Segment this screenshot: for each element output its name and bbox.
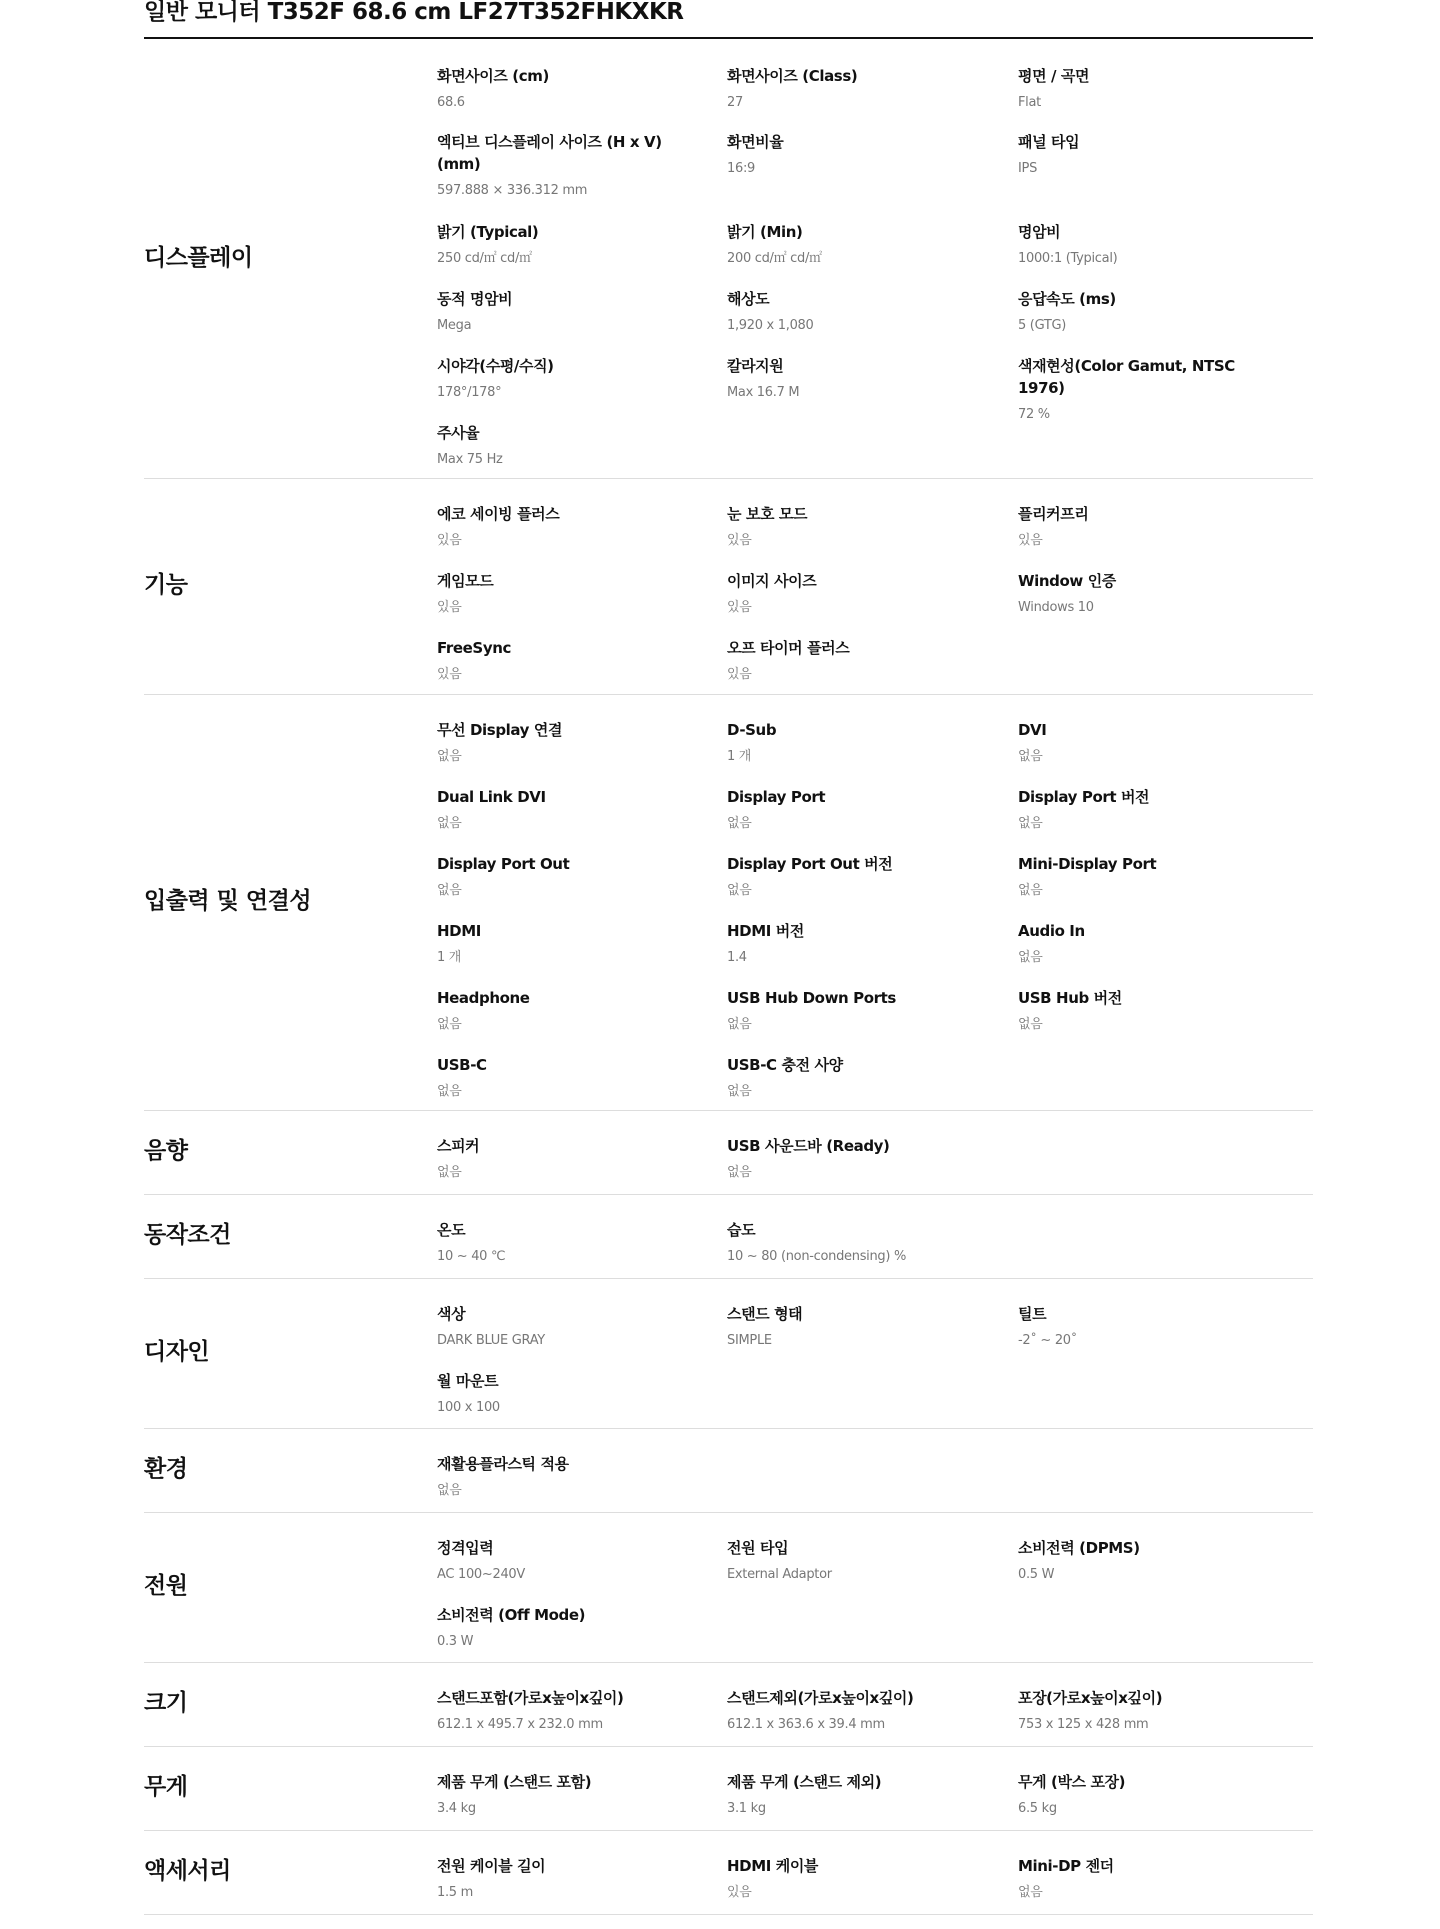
spec-label: 오프 타이머 플러스 <box>727 639 850 657</box>
spec-label: 화면비율 <box>727 133 784 151</box>
spec-value: 없음 <box>727 1084 752 1099</box>
spec-label: Display Port Out <box>437 855 570 873</box>
spec-item <box>727 1771 987 1818</box>
spec-value: 없음 <box>437 749 462 764</box>
spec-value: 없음 <box>437 1165 462 1180</box>
spec-label: Headphone <box>437 989 530 1007</box>
spec-label: D-Sub <box>727 721 777 739</box>
spec-item <box>727 853 987 900</box>
spec-label: 습도 <box>727 1221 756 1239</box>
spec-value: 있음 <box>437 600 462 615</box>
spec-item <box>727 221 987 268</box>
spec-section <box>144 1194 1313 1279</box>
spec-value: 10 ~ 40 ℃ <box>437 1249 506 1264</box>
spec-item <box>727 1303 987 1350</box>
spec-label: 동적 명암비 <box>437 290 513 308</box>
spec-item <box>1018 221 1278 268</box>
spec-value: 597.888 × 336.312 mm <box>437 183 588 198</box>
spec-item <box>437 786 697 833</box>
spec-section <box>144 1278 1313 1429</box>
spec-value: 없음 <box>437 1084 462 1099</box>
spec-label: 화면사이즈 (Class) <box>727 67 858 85</box>
spec-label: 해상도 <box>727 290 770 308</box>
section-title: 전원 <box>144 1573 188 1599</box>
spec-value: DARK BLUE GRAY <box>437 1333 545 1348</box>
spec-label: 제품 무게 (스탠드 포함) <box>437 1773 592 1791</box>
spec-item <box>727 65 987 112</box>
spec-label: Window 인증 <box>1018 572 1116 590</box>
spec-section <box>144 1512 1313 1663</box>
title-divider <box>144 37 1313 39</box>
spec-item <box>1018 1687 1278 1734</box>
spec-item <box>437 131 697 200</box>
spec-label: 무게 (박스 포장) <box>1018 1773 1126 1791</box>
spec-value: -2˚ ~ 20˚ <box>1018 1333 1077 1348</box>
page-title: 일반 모니터 T352F 68.6 cm LF27T352FHKXKR <box>144 0 684 25</box>
section-title: 음향 <box>144 1138 188 1164</box>
spec-label: USB 사운드바 (Ready) <box>727 1137 890 1155</box>
spec-label: 패널 타입 <box>1018 133 1080 151</box>
spec-item <box>1018 570 1278 617</box>
spec-value: 없음 <box>1018 950 1043 965</box>
spec-item <box>437 1604 697 1651</box>
spec-label: 눈 보호 모드 <box>727 505 808 523</box>
spec-item <box>437 1054 697 1101</box>
spec-item <box>437 1370 697 1417</box>
spec-label: 스탠드제외(가로x높이x깊이) <box>727 1689 914 1707</box>
section-title: 디자인 <box>144 1339 210 1365</box>
spec-label: 에코 세이빙 플러스 <box>437 505 560 523</box>
spec-label: 포장(가로x높이x깊이) <box>1018 1689 1163 1707</box>
spec-value: 있음 <box>1018 533 1043 548</box>
spec-label: 소비전력 (DPMS) <box>1018 1539 1140 1557</box>
spec-value: Max 75 Hz <box>437 452 503 467</box>
spec-value: SIMPLE <box>727 1333 772 1348</box>
section-title: 액세서리 <box>144 1858 231 1884</box>
spec-item <box>437 1135 697 1182</box>
spec-value: 68.6 <box>437 95 465 110</box>
spec-label: USB-C <box>437 1056 487 1074</box>
spec-item <box>727 920 987 967</box>
spec-item <box>727 503 987 550</box>
spec-item <box>1018 719 1278 766</box>
spec-label: USB Hub Down Ports <box>727 989 896 1007</box>
spec-label: Audio In <box>1018 922 1085 940</box>
spec-value: 1,920 x 1,080 <box>727 318 814 333</box>
spec-value: 1 개 <box>437 950 462 965</box>
spec-label: 게임모드 <box>437 572 494 590</box>
spec-value: 6.5 kg <box>1018 1801 1057 1816</box>
spec-section <box>144 1110 1313 1195</box>
section-title: 동작조건 <box>144 1222 231 1248</box>
spec-section <box>144 1746 1313 1831</box>
spec-label: 무선 Display 연결 <box>437 721 563 739</box>
spec-item <box>437 920 697 967</box>
spec-label: 온도 <box>437 1221 466 1239</box>
spec-section <box>144 478 1313 695</box>
spec-label: 화면사이즈 (cm) <box>437 67 549 85</box>
spec-value: 없음 <box>1018 883 1043 898</box>
spec-item <box>437 987 697 1034</box>
spec-value: IPS <box>1018 161 1038 176</box>
spec-label: 밝기 (Min) <box>727 223 803 241</box>
spec-item <box>437 637 697 684</box>
spec-label: 색상 <box>437 1305 466 1323</box>
spec-value: 3.1 kg <box>727 1801 766 1816</box>
spec-value: 1.4 <box>727 950 747 965</box>
spec-value: AC 100~240V <box>437 1567 525 1582</box>
section-title: 무게 <box>144 1774 188 1800</box>
spec-value: 27 <box>727 95 743 110</box>
spec-label: 정격입력 <box>437 1539 494 1557</box>
spec-value: 612.1 x 363.6 x 39.4 mm <box>727 1717 885 1732</box>
spec-label: 이미지 사이즈 <box>727 572 817 590</box>
spec-item <box>1018 65 1278 112</box>
spec-value: 있음 <box>727 1885 752 1900</box>
spec-value: 1000:1 (Typical) <box>1018 251 1118 266</box>
spec-value: 없음 <box>437 1017 462 1032</box>
spec-item <box>727 1054 987 1101</box>
spec-label: 스탠드포함(가로x높이x깊이) <box>437 1689 624 1707</box>
spec-value: 1.5 m <box>437 1885 473 1900</box>
spec-item <box>1018 131 1278 178</box>
spec-item <box>437 1855 697 1902</box>
spec-item <box>437 1303 697 1350</box>
spec-value: 없음 <box>437 816 462 831</box>
spec-value: 있음 <box>437 533 462 548</box>
spec-item <box>437 503 697 550</box>
spec-item <box>1018 1771 1278 1818</box>
spec-value: External Adaptor <box>727 1567 832 1582</box>
spec-value: 10 ~ 80 (non-condensing) % <box>727 1249 907 1264</box>
spec-item <box>727 1855 987 1902</box>
spec-item <box>727 1687 987 1734</box>
spec-item <box>437 1687 697 1734</box>
spec-label: 색재현성(Color Gamut, NTSC 1976) <box>1018 357 1235 397</box>
spec-item <box>1018 355 1278 424</box>
spec-value: 없음 <box>1018 749 1043 764</box>
spec-label: Mini-DP 젠더 <box>1018 1857 1114 1875</box>
spec-item <box>437 1771 697 1818</box>
spec-value: 없음 <box>727 1017 752 1032</box>
spec-label: 응답속도 (ms) <box>1018 290 1116 308</box>
spec-item <box>727 987 987 1034</box>
spec-label: 전원 타입 <box>727 1539 789 1557</box>
spec-item <box>727 786 987 833</box>
spec-value: 753 x 125 x 428 mm <box>1018 1717 1149 1732</box>
spec-item <box>437 1219 697 1266</box>
spec-label: USB-C 충전 사양 <box>727 1056 843 1074</box>
spec-section <box>144 1830 1313 1915</box>
spec-label: 틸트 <box>1018 1305 1047 1323</box>
spec-value: 16:9 <box>727 161 755 176</box>
spec-label: 플리커프리 <box>1018 505 1089 523</box>
spec-item <box>437 853 697 900</box>
spec-value: Mega <box>437 318 472 333</box>
spec-section <box>144 40 1313 479</box>
spec-item <box>1018 853 1278 900</box>
spec-item <box>437 570 697 617</box>
spec-item <box>1018 503 1278 550</box>
spec-label: Display Port Out 버전 <box>727 855 893 873</box>
spec-value: 200 cd/㎡ cd/㎡ <box>727 251 822 266</box>
spec-section <box>144 694 1313 1111</box>
spec-item <box>1018 987 1278 1034</box>
spec-value: 없음 <box>727 816 752 831</box>
spec-label: Dual Link DVI <box>437 788 546 806</box>
spec-value: 5 (GTG) <box>1018 318 1067 333</box>
spec-value: 없음 <box>727 883 752 898</box>
spec-value: 없음 <box>437 1483 462 1498</box>
spec-value: 있음 <box>727 667 752 682</box>
spec-item <box>727 355 987 402</box>
spec-item <box>1018 920 1278 967</box>
spec-label: Mini-Display Port <box>1018 855 1157 873</box>
spec-item <box>437 719 697 766</box>
section-title: 기능 <box>144 572 188 598</box>
spec-item <box>437 65 697 112</box>
spec-label: HDMI <box>437 922 481 940</box>
spec-label: 월 마운트 <box>437 1372 499 1390</box>
spec-value: 0.5 W <box>1018 1567 1055 1582</box>
spec-value: 100 x 100 <box>437 1400 500 1415</box>
spec-value: Max 16.7 M <box>727 385 800 400</box>
spec-item <box>727 1135 987 1182</box>
spec-label: 주사율 <box>437 424 480 442</box>
spec-value: 250 cd/㎡ cd/㎡ <box>437 251 532 266</box>
spec-item <box>727 1537 987 1584</box>
section-title: 디스플레이 <box>144 245 253 271</box>
spec-label: 스피커 <box>437 1137 480 1155</box>
spec-item <box>1018 288 1278 335</box>
spec-section <box>144 1428 1313 1513</box>
spec-label: Display Port <box>727 788 826 806</box>
spec-value: 3.4 kg <box>437 1801 476 1816</box>
spec-item <box>437 221 697 268</box>
spec-value: 72 % <box>1018 407 1050 422</box>
spec-value: Windows 10 <box>1018 600 1094 615</box>
spec-label: HDMI 케이블 <box>727 1857 819 1875</box>
spec-value: 있음 <box>727 600 752 615</box>
spec-item <box>1018 1537 1278 1584</box>
spec-label: 재활용플라스틱 적용 <box>437 1455 569 1473</box>
spec-item <box>727 131 987 178</box>
spec-section <box>144 1662 1313 1747</box>
spec-value: 178°/178° <box>437 385 502 400</box>
spec-label: 소비전력 (Off Mode) <box>437 1606 586 1624</box>
spec-item <box>727 637 987 684</box>
spec-value: 없음 <box>727 1165 752 1180</box>
spec-item <box>437 422 697 469</box>
spec-label: 엑티브 디스플레이 사이즈 (H x V) (mm) <box>437 133 662 173</box>
spec-label: 전원 케이블 길이 <box>437 1857 546 1875</box>
spec-label: FreeSync <box>437 639 511 657</box>
spec-item <box>1018 1303 1278 1350</box>
spec-label: 칼라지원 <box>727 357 784 375</box>
spec-item <box>727 288 987 335</box>
spec-item <box>727 719 987 766</box>
spec-item <box>1018 786 1278 833</box>
spec-label: USB Hub 버전 <box>1018 989 1122 1007</box>
section-title: 환경 <box>144 1456 188 1482</box>
spec-value: 있음 <box>437 667 462 682</box>
spec-label: 명암비 <box>1018 223 1061 241</box>
spec-label: 제품 무게 (스탠드 제외) <box>727 1773 882 1791</box>
spec-item <box>1018 1855 1278 1902</box>
spec-value: Flat <box>1018 95 1041 110</box>
spec-value: 없음 <box>1018 1885 1043 1900</box>
spec-value: 없음 <box>437 883 462 898</box>
spec-item <box>437 1537 697 1584</box>
spec-value: 0.3 W <box>437 1634 474 1649</box>
spec-value: 612.1 x 495.7 x 232.0 mm <box>437 1717 603 1732</box>
spec-label: 스탠드 형태 <box>727 1305 803 1323</box>
spec-label: 평면 / 곡면 <box>1018 67 1090 85</box>
spec-label: DVI <box>1018 721 1047 739</box>
spec-value: 없음 <box>1018 816 1043 831</box>
spec-item <box>727 1219 987 1266</box>
spec-item <box>727 570 987 617</box>
spec-item <box>437 355 697 402</box>
spec-label: 시야각(수평/수직) <box>437 357 554 375</box>
spec-value: 없음 <box>1018 1017 1043 1032</box>
spec-item <box>437 288 697 335</box>
spec-value: 1 개 <box>727 749 752 764</box>
spec-label: 밝기 (Typical) <box>437 223 539 241</box>
spec-item <box>437 1453 697 1500</box>
spec-value: 있음 <box>727 533 752 548</box>
spec-label: HDMI 버전 <box>727 922 804 940</box>
spec-label: Display Port 버전 <box>1018 788 1150 806</box>
section-title: 입출력 및 연결성 <box>144 888 312 914</box>
section-title: 크기 <box>144 1690 188 1716</box>
